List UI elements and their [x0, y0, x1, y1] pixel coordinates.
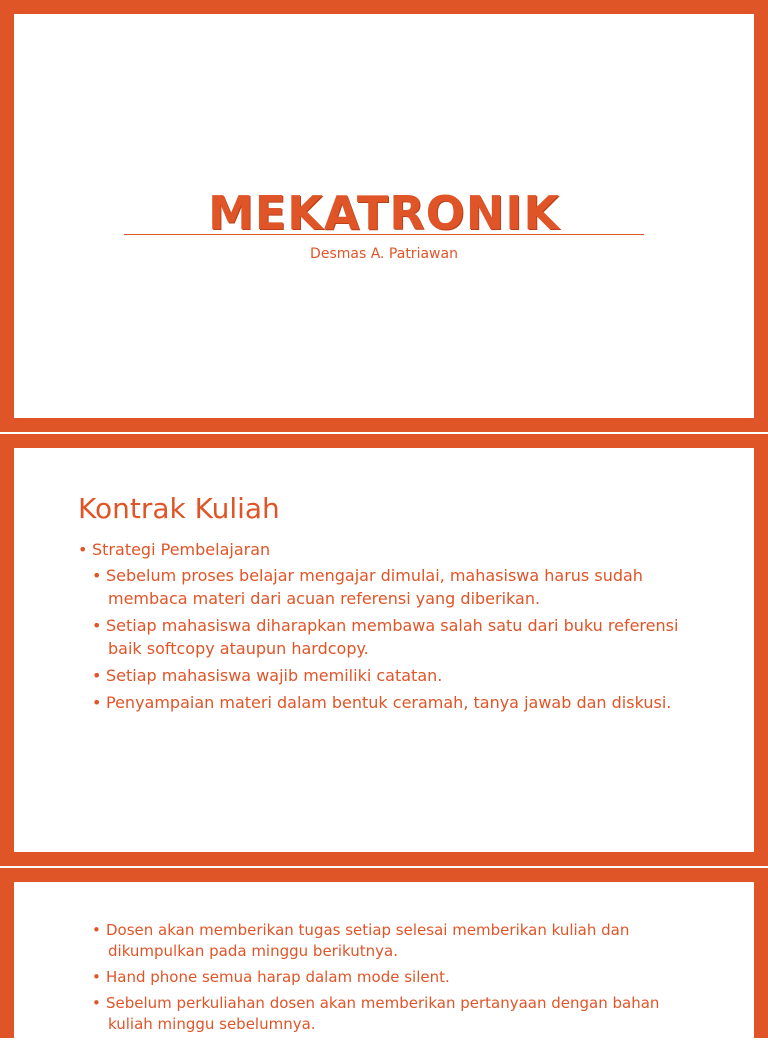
- list-item-text: Sebelum proses belajar mengajar dimulai, mahasiswa harus sudah membaca materi dari acuan referensi yang diberikan.: [106, 566, 643, 608]
- bullet-list: [78, 540, 694, 718]
- title-divider: [124, 234, 644, 235]
- list-item: [78, 540, 694, 560]
- presentation-title: MEKATRONIK: [207, 186, 561, 240]
- list-item-text: Hand phone semua harap dalam mode silent.: [106, 968, 450, 986]
- slide-kontrak-kuliah: [0, 434, 768, 866]
- bullet-icon: •: [92, 968, 101, 986]
- slide-content: [14, 448, 754, 852]
- list-item-text: Dosen akan memberikan tugas setiap selesai memberikan kuliah dan dikumpulkan pada minggu berikutnya.: [106, 921, 630, 960]
- list-item-text: Penyampaian materi dalam bentuk ceramah, tanya jawab dan diskusi.: [106, 693, 672, 712]
- bullet-list: [78, 920, 698, 1040]
- list-item-text: Setiap mahasiswa diharapkan membawa salah satu dari buku referensi baik softcopy ataupun hardcopy.: [106, 616, 679, 658]
- bullet-icon: •: [92, 994, 101, 1012]
- bullet-icon: •: [92, 566, 102, 585]
- bullet-icon: •: [92, 921, 101, 939]
- bullet-icon: •: [78, 540, 88, 559]
- list-item: [78, 993, 698, 1035]
- list-item: [78, 664, 694, 687]
- bullet-icon: •: [92, 616, 102, 635]
- author-name: Desmas A. Patriawan: [310, 246, 458, 262]
- list-item: [78, 920, 698, 962]
- slide-rules: [0, 868, 768, 1038]
- slide-content: [14, 882, 754, 1058]
- bullet-icon: •: [92, 666, 102, 685]
- slide-title: [0, 0, 768, 432]
- list-item: [78, 614, 694, 660]
- list-item: [78, 564, 694, 610]
- slide-heading: Kontrak Kuliah: [78, 492, 280, 525]
- slide-content: [14, 14, 754, 418]
- list-item: [78, 691, 694, 714]
- list-item-text: Strategi Pembelajaran: [92, 540, 271, 559]
- list-item-text: Sebelum perkuliahan dosen akan memberikan pertanyaan dengan bahan kuliah minggu sebelumnya.: [106, 994, 660, 1033]
- bullet-icon: •: [92, 693, 102, 712]
- list-item-text: Setiap mahasiswa wajib memiliki catatan.: [106, 666, 443, 685]
- list-item: [78, 967, 698, 988]
